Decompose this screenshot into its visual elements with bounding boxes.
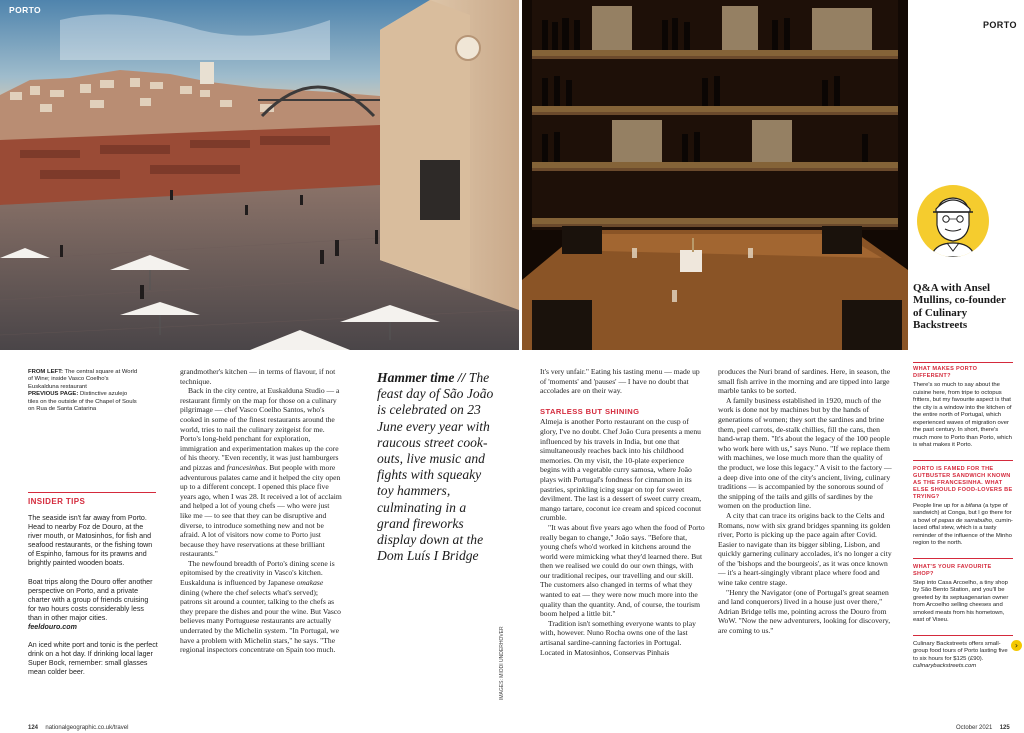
article-column-5 <box>718 367 892 636</box>
col2-para-2 <box>180 386 342 559</box>
tip-boat-trips-text: Boat trips along the Douro offer another perspective on Porto, and a private charter with a group of friends cruising for two hours costs considerably less than in other major cities. <box>28 577 153 622</box>
qa-answer-3: Step into Casa Arcoelho, a tiny shop by São Bento Station, and you'll be greeted by its septuagenarian owner from Arcoelho selling cheeses and smoked meats from his hometown, east of Viseu. <box>913 579 1009 623</box>
col4-para-3: "It was about five years ago when the food of Porto really began to change," João says. "Before that, young chefs who'd worked in kitchens around the world were mimicking what they'd learned there. But then we realised we could do our own things, with our traditional recipes, our travelling and our skill. The customers also changed in terms of what they wanted to eat — they were now much more into the quality than the quantity. And, of course, the tourism boom helped a little bit." <box>540 522 705 619</box>
col2-para-3-b: dining (where the chef selects what's served); patrons sit around a counter, talking to the chefs as they prepare the dishes and pour the wine. But Vasco believes many Portuguese restaurants are actually underrated by the Michelin system. "In Portugal, we have a problem with Michelin stars," he says. "The regional inspectors concentrate on Spain too much. <box>180 587 341 655</box>
caption-previous-text: Distinctive azulejo tiles on the outside of the Chapel of Souls on Rua de Santa Catarina <box>28 391 137 413</box>
col4-para-2: Almeja is another Porto restaurant on the cusp of glory, I've no doubt. Chef João Cura presents a menu influenced by his travels in India, but one that simultaneously reaches back into his childhood memories. On my visit, the 10-plate experience begins with a vegetable curry samosa, where João plays with Portugal's fondness for cinnamon in its pastries, sprinkling icing sugar on top for sweet devilment. The last is a dessert of sweet curry cream, mango tartare, coconut ice cream and spiced coconut crumble. <box>540 417 702 523</box>
qa-answer-2-papas: papas de sarrabulho <box>938 517 992 524</box>
qa-sidebar <box>913 366 1013 681</box>
qa-rule-2 <box>913 558 1013 559</box>
qa-answer-2-bifana: bifana <box>965 502 982 509</box>
col2-para-2-a: Back in the city centre, at Euskalduna Studio — a restaurant firmly on the map for those on a culinary pilgrimage — chef Vasco Coelho Santos, who's cooked in some of the finest restaurants around the world, tries to nail the culinary zeitgeist for me. Porto's long-held penchant for exploration, immigration and experimentation makes up the core of his theory. "Even recently, it was just hamburgers and pizzas and <box>180 386 340 472</box>
col2-para-2-italic: francesinhas <box>226 462 266 472</box>
footer-left <box>28 725 128 731</box>
insider-tips-rule <box>28 492 156 493</box>
qa-answer-2-c: , cumin-laced offal stew, which is a tasty reminder of the influence of the Minho region to the north. <box>913 517 1013 546</box>
footer-right <box>956 725 1010 731</box>
photo-credit: IMAGES: MIODI UNDERHOVER <box>499 626 505 700</box>
feeldouro-link[interactable]: feeldouro.com <box>28 623 77 632</box>
qa-question-3: WHAT'S YOUR FAVOURITE SHOP? <box>913 563 992 577</box>
col2-para-3-italic: omakase <box>296 578 324 588</box>
insider-tips-body <box>28 514 158 687</box>
col2-para-3-a: The newfound breadth of Porto's dining scene is epitomised by the creativity in Vasco's kitchen. Euskalduna is influenced by Japanese <box>180 558 335 588</box>
qa-rule-1 <box>913 460 1013 461</box>
col4-para-1: It's very unfair." Eating his tasting menu — made up of 'moments' and 'pauses' — I have no doubt that accolades are on their way. <box>540 367 700 396</box>
article-column-4 <box>540 367 705 657</box>
culinarybackstreets-link[interactable]: culinarybackstreets.com <box>913 663 977 669</box>
caption-from-left-text: The central square at World of Wine; inside Vasco Coelho's Euskalduna restaurant <box>28 369 138 390</box>
qa-answer-2-a: People line up for a <box>913 502 966 509</box>
article-column-2 <box>180 367 342 655</box>
insider-tips-heading: INSIDER TIPS <box>28 497 86 506</box>
qa-question-2: PORTO IS FAMED FOR THE GUTBUSTER SANDWICH KNOWN AS THE FRANCESINHA. WHAT ELSE SHOULD FOOD-LOVERS BE TRYING? <box>913 465 1013 500</box>
qa-tour-note-text: Culinary Backstreets offers small-group food tours of Porto lasting five to six hours for $125 (£90). <box>913 640 1008 662</box>
col5-para-2: A family business established in 1920, much of the work is done not by machines but by the hands of generations of women; they sort the sardines and brine them, peel carrots, de-stalk chillies, fill the cans, then hand-wrap them. "It's about the legacy of the 100 people who work here with us," says Nuno. "If we replace them with machines, we lose much more than the quality of the product, we lose this legacy." A visit to the factory — a deep dive into one of the city's ancient, living, culinary traditions — is accompanied by the sonorous sound of the snipping of the tails and gills of sardines by the women on the production line. <box>718 395 892 511</box>
restaurant-illustration <box>522 0 908 350</box>
square-illustration <box>0 0 519 350</box>
footer-url[interactable]: nationalgeographic.co.uk/travel <box>45 725 129 731</box>
photo-euskalduna-interior <box>522 0 908 350</box>
photo-world-of-wine-square <box>0 0 519 350</box>
col5-para-4: "Henry the Navigator (one of Portugal's great seamen and land conquerors) lived in a house just over there," Adrian Bridge tells me, pointing across the Douro from WoW. "Now the new adventurers, looking for discovery, are coming to us." <box>718 587 891 636</box>
col4-para-4: Tradition isn't something everyone wants to play with, however. Nuno Rocha owns one of the last artisanal sardine-canning factories in Portugal. Located in Matosinhos, Conservas Pinhais <box>540 618 696 657</box>
qa-tour-note <box>913 641 1013 671</box>
chevron-right-icon: › <box>1014 640 1019 650</box>
portrait-ansel-mullins <box>917 185 989 257</box>
footer-date: October 2021 <box>956 725 993 731</box>
qa-answer-2-b: (a type of sandwich) at Conga, but I go there for a bowl of <box>913 502 1012 524</box>
page-number-left: 124 <box>28 725 39 731</box>
caption-previous-label: PREVIOUS PAGE: <box>28 391 79 398</box>
tip-port-tonic: An iced white port and tonic is the perfect drink on a hot day. If drinking local lager Super Bock, remember: small glasses mean colder beer. <box>28 641 158 677</box>
photo-caption <box>28 369 138 413</box>
qa-answer-2 <box>913 503 1013 548</box>
qa-question-1: WHAT MAKES PORTO DIFFERENT? <box>913 366 978 379</box>
sidebar-rule <box>913 362 1013 363</box>
section-tag-left: PORTO <box>9 5 42 15</box>
pullquote <box>377 370 497 564</box>
subhead-starless: STARLESS BUT SHINING <box>540 406 640 416</box>
sidebar-title: Q&A with Ansel Mullins, co-founder of Culinary Backstreets <box>913 282 1006 332</box>
portrait-drawing <box>917 185 989 257</box>
col5-para-3: A city that can trace its origins back to the Celts and Romans, now with six grand bridges spanning its golden river, Porto is picking up the pace again after Covid. Easier to navigate than its bigger sibling, Lisbon, and quickly garnering culinary accolades, it's no longer a city of the 'bishops and the bourgeois', as it was once known — it's a heart-singingly vibrant place where food and wine take centre stage. <box>718 510 892 588</box>
pullquote-lead: Hammer time // <box>377 370 466 385</box>
tip-boat-trips <box>28 578 158 633</box>
col5-para-1: produces the Nuri brand of sardines. Here, in season, the small fish arrive in the morning and are tipped into large marble tanks to be sorted. <box>718 367 891 396</box>
caption-from-left-label: FROM LEFT: <box>28 369 64 375</box>
col2-para-1: grandmother's kitchen — in terms of flavour, if not technique. <box>180 367 336 386</box>
qa-answer-1: There's so much to say about the cuisine here, from tripe to octopus fritters, but my favourite aspect is that the city is a window into the kitchen of the entire north of Portugal, which experienced waves of migration over the past century. In short, there's much more to Porto than Porto, which is what makes it Porto. <box>913 382 1012 448</box>
next-page-button[interactable] <box>1011 640 1022 651</box>
tip-seaside: The seaside isn't far away from Porto. Head to nearby Foz de Douro, at the river mouth, or Matosinhos, for fish and seafood restaurants, or the fishing town of Espinho, famous for its prawns and brightly painted wooden boats. <box>28 514 153 568</box>
pullquote-text: The feast day of São João is celebrated on 23 June every year with raucous street cook-outs, live music and fights with squeaky toy hammers, culminating in a grand fireworks display down at the Dom Luís I Bridge <box>377 370 494 564</box>
qa-rule-3 <box>913 635 1013 636</box>
section-tag-right: PORTO <box>983 20 1017 30</box>
col2-para-2-b: . But people with more adventurous palates came and it helped the city open up to a different concept. I opened this place five years ago, when I was 28. It received a lot of acclaim and helped a lot of young chefs — who were just like me — to see that they can be disruptive and diverse, to introduce something new and not be afraid. A lot of visitors now come to Porto just because they have reservations at these brilliant restaurants." <box>180 462 342 559</box>
page-number-right: 125 <box>999 725 1010 731</box>
col2-para-3 <box>180 559 342 655</box>
